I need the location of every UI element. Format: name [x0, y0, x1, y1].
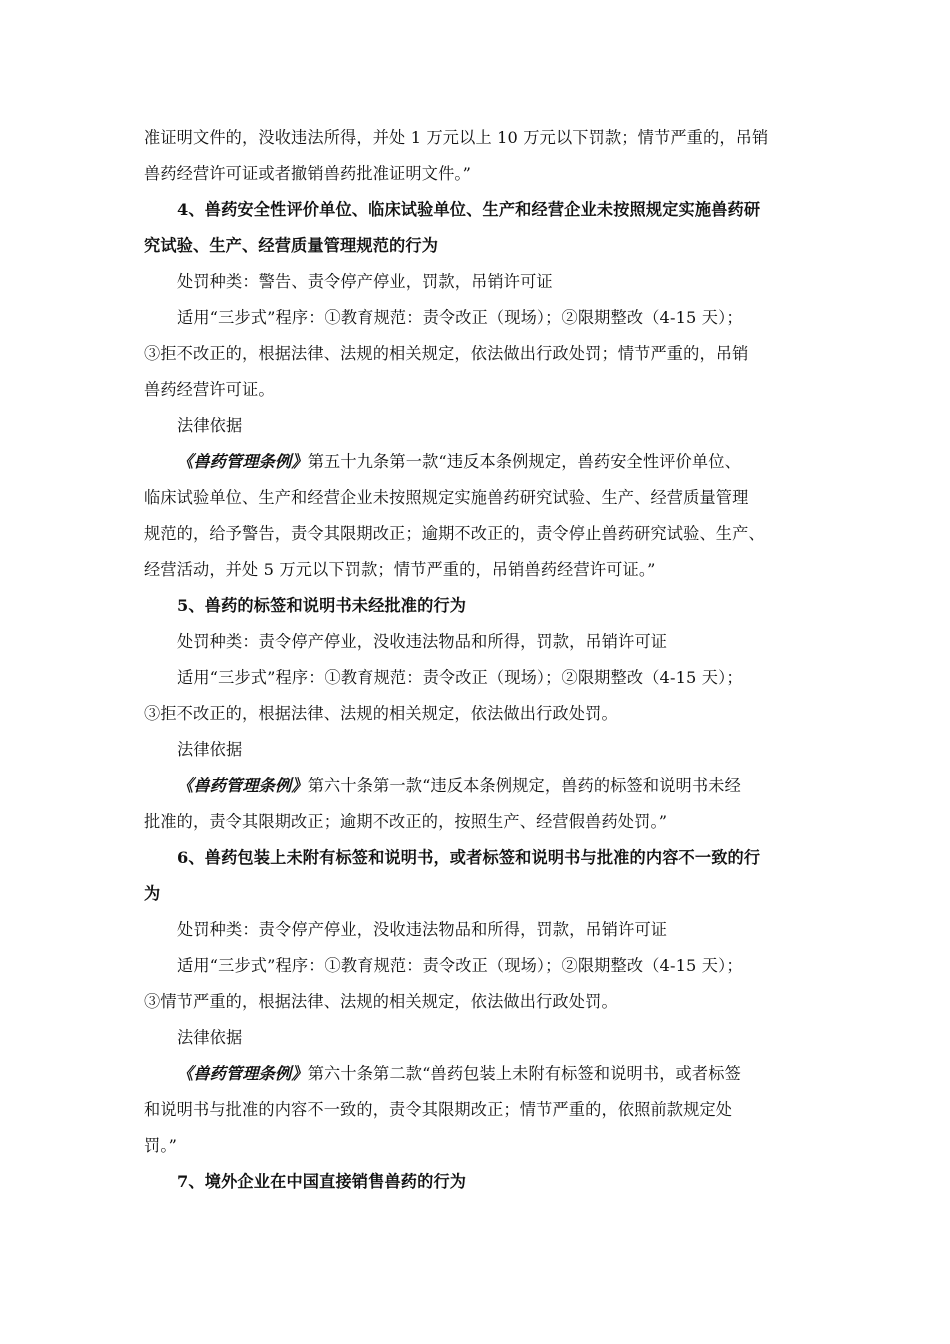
document-page — [144, 120, 808, 1200]
body-text-line: 和说明书与批准的内容不一致的，责令其限期改正；情节严重的，依照前款规定处 — [144, 1100, 733, 1119]
penalty-types: 处罚种类：警告、责令停产停业，罚款，吊销许可证 — [177, 272, 553, 291]
body-text-line: 临床试验单位、生产和经营企业未按照规定实施兽药研究试验、生产、经营质量管理 — [144, 488, 749, 507]
section-heading-6: 6、兽药包装上未附有标签和说明书，或者标签和说明书与批准的内容不一致的行 — [177, 848, 761, 867]
legal-basis-text — [144, 768, 808, 804]
body-text-line: 兽药经营许可证或者撤销兽药批准证明文件。” — [144, 164, 472, 183]
body-text-line: 经营活动，并处 5 万元以下罚款；情节严重的，吊销兽药经营许可证。” — [144, 560, 656, 579]
legal-basis-label: 法律依据 — [177, 416, 243, 435]
section-heading-7: 7、境外企业在中国直接销售兽药的行为 — [177, 1172, 467, 1191]
procedure-text-cont: ③拒不改正的，根据法律、法规的相关规定，依法做出行政处罚。 — [144, 704, 618, 723]
section-heading-4: 4、兽药安全性评价单位、临床试验单位、生产和经营企业未按照规定实施兽药研 — [177, 200, 761, 219]
regulation-title: 《兽药管理条例》 — [177, 452, 308, 471]
legal-basis-label: 法律依据 — [177, 740, 243, 759]
body-text-line: 批准的，责令其限期改正；逾期不改正的，按照生产、经营假兽药处罚。” — [144, 812, 668, 831]
penalty-types: 处罚种类：责令停产停业，没收违法物品和所得，罚款，吊销许可证 — [177, 632, 668, 651]
body-text-line: 罚。” — [144, 1136, 178, 1155]
legal-basis-clause: 第六十条第一款“违反本条例规定，兽药的标签和说明书未经 — [307, 776, 741, 795]
procedure-text: 适用“三步式”程序：①教育规范：责令改正（现场）；②限期整改（4-15 天）； — [177, 308, 743, 327]
legal-basis-clause: 第六十条第二款“兽药包装上未附有标签和说明书，或者标签 — [307, 1064, 741, 1083]
penalty-types: 处罚种类：责令停产停业，没收违法物品和所得，罚款，吊销许可证 — [177, 920, 668, 939]
regulation-title: 《兽药管理条例》 — [177, 776, 308, 795]
legal-basis-text — [144, 444, 808, 480]
legal-basis-text — [144, 1056, 808, 1092]
procedure-text: 适用“三步式”程序：①教育规范：责令改正（现场）；②限期整改（4-15 天）； — [177, 668, 743, 687]
procedure-text-cont: ③拒不改正的，根据法律、法规的相关规定，依法做出行政处罚；情节严重的，吊销 — [144, 344, 749, 363]
body-text-line: 规范的，给予警告，责令其限期改正；逾期不改正的，责令停止兽药研究试验、生产、 — [144, 524, 765, 543]
procedure-text: 适用“三步式”程序：①教育规范：责令改正（现场）；②限期整改（4-15 天）； — [177, 956, 743, 975]
legal-basis-clause: 第五十九条第一款“违反本条例规定，兽药安全性评价单位、 — [307, 452, 741, 471]
procedure-text-cont: ③情节严重的，根据法律、法规的相关规定，依法做出行政处罚。 — [144, 992, 618, 1011]
section-heading-5: 5、兽药的标签和说明书未经批准的行为 — [177, 596, 467, 615]
regulation-title: 《兽药管理条例》 — [177, 1064, 308, 1083]
body-text-line: 准证明文件的，没收违法所得，并处 1 万元以上 10 万元以下罚款；情节严重的，吊销 — [144, 128, 769, 147]
procedure-text-cont: 兽药经营许可证。 — [144, 380, 275, 399]
legal-basis-label: 法律依据 — [177, 1028, 243, 1047]
section-heading-6-cont: 为 — [144, 884, 161, 903]
section-heading-4-cont: 究试验、生产、经营质量管理规范的行为 — [144, 236, 439, 255]
